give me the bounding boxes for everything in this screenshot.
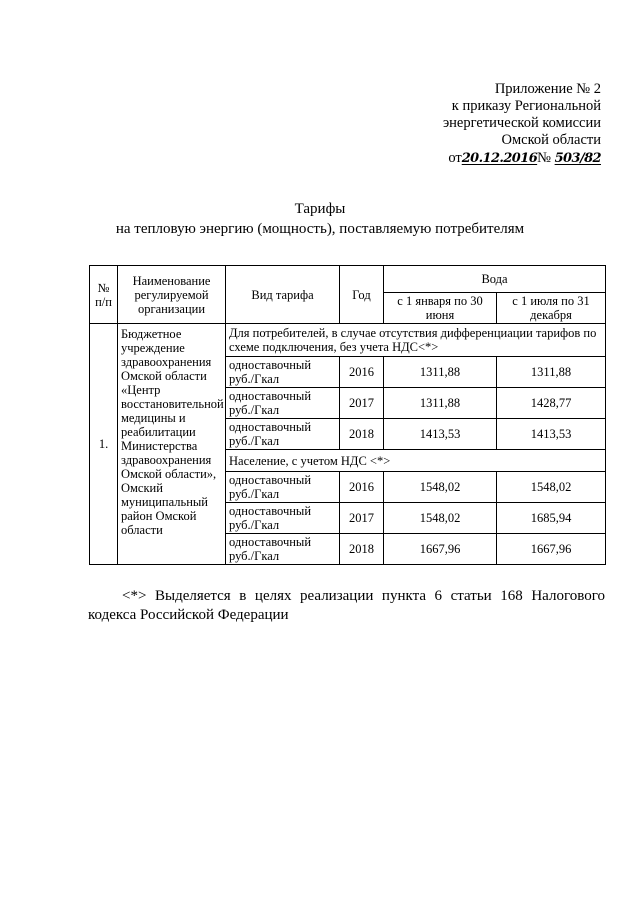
tariff-type: одноставочный руб./Гкал bbox=[226, 357, 340, 388]
tariff-year: 2017 bbox=[340, 503, 384, 534]
header-water: Вода bbox=[384, 266, 606, 293]
tariff-table bbox=[89, 265, 606, 565]
group-title: Для потребителей, в случае отсутствия дифференциации тарифов по схеме подключения, без учета НДС<*> bbox=[226, 324, 606, 357]
tariff-year: 2018 bbox=[340, 419, 384, 450]
tariff-h1: 1413,53 bbox=[384, 419, 497, 450]
appendix-title: Приложение № 2 bbox=[494, 81, 601, 97]
tariff-h2: 1548,02 bbox=[497, 472, 606, 503]
tariff-year: 2017 bbox=[340, 388, 384, 419]
header-year: Год bbox=[340, 266, 384, 324]
order-date-number bbox=[401, 150, 601, 167]
header-period-1: с 1 января по 30 июня bbox=[384, 293, 497, 324]
group-row bbox=[90, 324, 606, 357]
group-title: Население, с учетом НДС <*> bbox=[226, 450, 606, 472]
tariff-type: одноставочный руб./Гкал bbox=[226, 472, 340, 503]
tariff-h2: 1428,77 bbox=[497, 388, 606, 419]
tariff-year: 2018 bbox=[340, 534, 384, 565]
document-title bbox=[0, 199, 640, 239]
handwritten-date: 20.12.2016 bbox=[461, 151, 538, 166]
header-row bbox=[90, 266, 606, 293]
title-main: Тарифы bbox=[294, 201, 346, 217]
tariff-type: одноставочный руб./Гкал bbox=[226, 534, 340, 565]
tariff-h2: 1685,94 bbox=[497, 503, 606, 534]
tariff-h2: 1413,53 bbox=[497, 419, 606, 450]
header-org: Наименование регулируемой организации bbox=[118, 266, 226, 324]
tariff-h1: 1311,88 bbox=[384, 388, 497, 419]
number-prefix: № bbox=[537, 150, 551, 166]
tariff-h1: 1548,02 bbox=[384, 503, 497, 534]
tariff-type: одноставочный руб./Гкал bbox=[226, 388, 340, 419]
tariff-type: одноставочный руб./Гкал bbox=[226, 503, 340, 534]
organization-name: Бюджетное учреждение здравоохранения Омской области «Центр восстановительной медицины и реабилитации Министерства здравоохранения Омской области», Омский муниципальный район Омской области bbox=[118, 324, 226, 565]
tariff-year: 2016 bbox=[340, 472, 384, 503]
handwritten-number: 503/82 bbox=[554, 151, 601, 166]
row-number: 1. bbox=[90, 324, 118, 565]
header-period-2: с 1 июля по 31 декабря bbox=[497, 293, 606, 324]
tariff-h2: 1311,88 bbox=[497, 357, 606, 388]
appendix-region: Омской области bbox=[501, 132, 601, 148]
footnote: <*> Выделяется в целях реализации пункта 6 статьи 168 Налогового кодекса Российской Федерации bbox=[88, 588, 605, 623]
tariff-type: одноставочный руб./Гкал bbox=[226, 419, 340, 450]
tariff-h1: 1548,02 bbox=[384, 472, 497, 503]
title-subtitle: на тепловую энергию (мощность), поставляемую потребителям bbox=[115, 221, 525, 237]
tariff-h1: 1667,96 bbox=[384, 534, 497, 565]
date-prefix: от bbox=[448, 150, 462, 166]
tariff-year: 2016 bbox=[340, 357, 384, 388]
appendix-commission: энергетической комиссии bbox=[442, 115, 601, 131]
tariff-h1: 1311,88 bbox=[384, 357, 497, 388]
header-num: № п/п bbox=[90, 266, 118, 324]
appendix-order-ref: к приказу Региональной bbox=[451, 98, 601, 114]
header-type: Вид тарифа bbox=[226, 266, 340, 324]
tariff-h2: 1667,96 bbox=[497, 534, 606, 565]
appendix-header bbox=[401, 81, 601, 167]
